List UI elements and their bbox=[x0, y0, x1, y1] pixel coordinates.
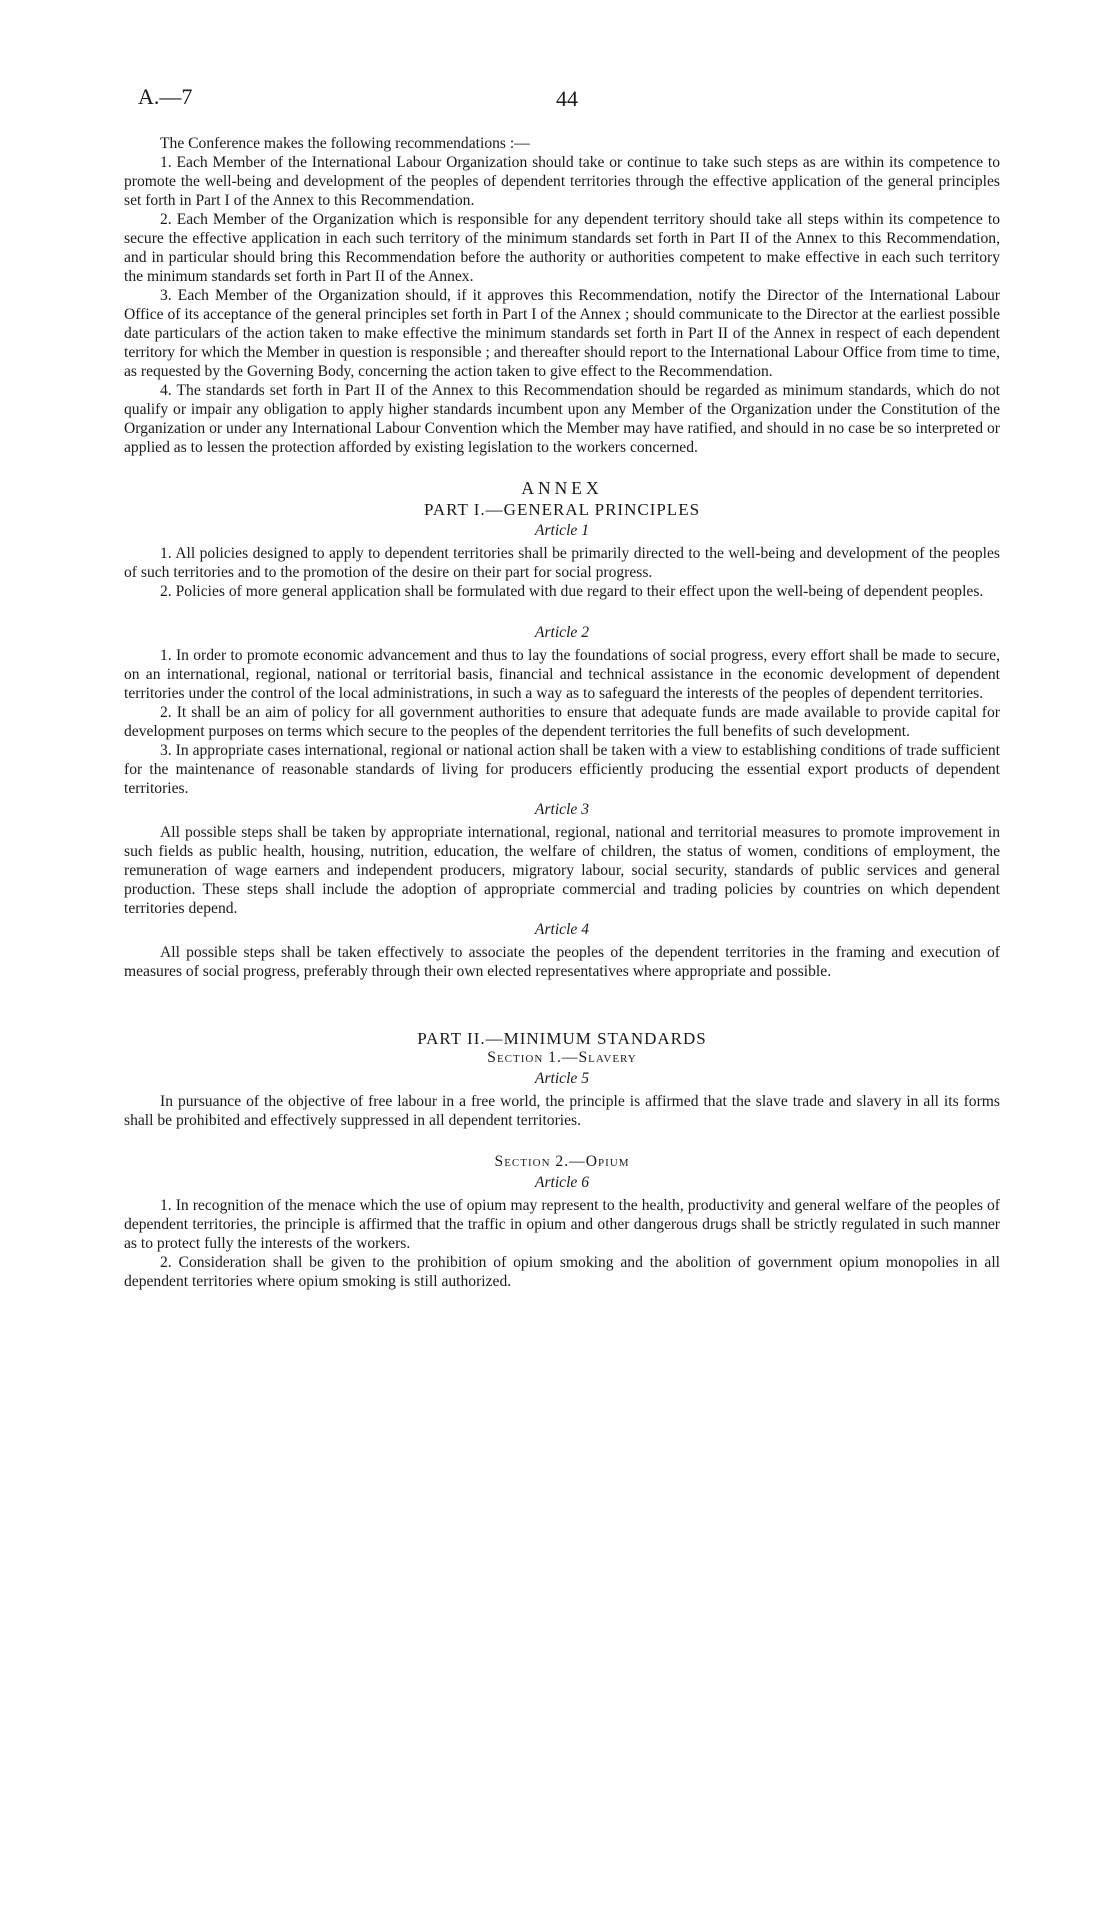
part-2-title: PART II.—MINIMUM STANDARDS bbox=[417, 1029, 707, 1048]
article-6-heading: Article 6 bbox=[534, 1174, 590, 1191]
page-number: 44 bbox=[556, 86, 578, 111]
intro-paragraph: The Conference makes the following recommendations :— bbox=[160, 135, 530, 152]
article-2-heading: Article 2 bbox=[534, 624, 590, 641]
annex-title: ANNEX bbox=[521, 478, 603, 498]
article-1-heading: Article 1 bbox=[534, 522, 590, 539]
document-body bbox=[124, 134, 1000, 1291]
article-paragraph: In pursuance of the objective of free labour in a free world, the principle is affirmed that the slave trade and slavery in all its forms shall be prohibited and effectively suppressed in all dependent territories. bbox=[124, 1093, 1000, 1129]
document-reference: A.—7 bbox=[138, 84, 193, 109]
article-paragraph: 2. Consideration shall be given to the prohibition of opium smoking and the abolition of government opium monopolies in all dependent territories where opium smoking is still authorized. bbox=[124, 1254, 1000, 1290]
recommendation-paragraph: 3. Each Member of the Organization should, if it approves this Recommendation, notify the Director of the International Labour Office of its acceptance of the general principles set forth in Part I of the Annex ; should communicate to the Director at the earliest possible date particulars of the action taken to make effective the minimum standards set forth in Part II of the Annex in respect of each dependent territory for which the Member in question is responsible ; and thereafter should report to the International Labour Office from time to time, as requested by the Governing Body, concerning the action taken to give effect to the Recommendation. bbox=[124, 287, 1000, 380]
article-paragraph: 2. Policies of more general application shall be formulated with due regard to their effect upon the well-being of dependent peoples. bbox=[160, 583, 984, 600]
article-paragraph: 1. All policies designed to apply to dependent territories shall be primarily directed to the well-being and development of the peoples of such territories and to the promotion of the desire on their part for social progress. bbox=[124, 545, 1000, 581]
section-1-heading: Section 1.—Slavery bbox=[487, 1049, 637, 1066]
article-5-heading: Article 5 bbox=[534, 1070, 590, 1087]
article-paragraph: 3. In appropriate cases international, regional or national action shall be taken with a view to establishing conditions of trade sufficient for the maintenance of reasonable standards of living for producers efficiently producing the essential export products of dependent territories. bbox=[124, 742, 1000, 797]
article-paragraph: All possible steps shall be taken by appropriate international, regional, national and territorial measures to promote improvement in such fields as public health, housing, nutrition, education, the welfare of children, the status of women, conditions of employment, the remuneration of wage earners and independent producers, migratory labour, social security, standards of public services and general production. These steps shall include the adoption of appropriate commercial and trading policies by countries on which dependent territories depend. bbox=[124, 824, 1000, 917]
article-4-heading: Article 4 bbox=[534, 921, 590, 938]
section-2-heading: Section 2.—Opium bbox=[494, 1153, 630, 1170]
article-paragraph: 1. In recognition of the menace which the use of opium may represent to the health, productivity and general welfare of the peoples of dependent territories, the principle is affirmed that the traffic in opium and other dangerous drugs shall be strictly regulated in such manner as to protect fully the interests of the workers. bbox=[124, 1197, 1000, 1252]
part-1-title: PART I.—GENERAL PRINCIPLES bbox=[423, 500, 701, 519]
article-3-heading: Article 3 bbox=[534, 801, 590, 818]
recommendation-paragraph: 1. Each Member of the International Labour Organization should take or continue to take such steps as are within its competence to promote the well-being and development of the peoples of dependent territories through the effective application of the general principles set forth in Part I of the Annex to this Recommendation. bbox=[124, 154, 1000, 209]
recommendation-paragraph: 4. The standards set forth in Part II of the Annex to this Recommendation should be regarded as minimum standards, which do not qualify or impair any obligation to apply higher standards incumbent upon any Member of the Organization under the Constitution of the Organization or under any International Labour Convention which the Member may have ratified, and should in no case be so interpreted or applied as to lessen the protection afforded by existing legislation to the workers concerned. bbox=[124, 382, 1000, 456]
article-paragraph: 2. It shall be an aim of policy for all government authorities to ensure that adequate funds are made available to provide capital for development purposes on terms which secure to the peoples of the dependent territories the full benefits of such development. bbox=[124, 704, 1000, 740]
recommendation-paragraph: 2. Each Member of the Organization which is responsible for any dependent territory should take all steps within its competence to secure the effective application in each such territory of the minimum standards set forth in Part II of the Annex to this Recommendation, and in particular should bring this Recommendation before the authority or authorities competent to make effective in each such territory the minimum standards set forth in Part II of the Annex. bbox=[124, 211, 1000, 285]
article-paragraph: 1. In order to promote economic advancement and thus to lay the foundations of social progress, every effort shall be made to secure, on an international, regional, national or territorial basis, financial and technical assistance in the economic development of dependent territories under the control of the local administrations, in such a way as to safeguard the interests of the peoples of dependent territories. bbox=[124, 647, 1000, 702]
article-paragraph: All possible steps shall be taken effectively to associate the peoples of the dependent territories in the framing and execution of measures of social progress, preferably through their own elected representatives where appropriate and possible. bbox=[124, 944, 1000, 980]
